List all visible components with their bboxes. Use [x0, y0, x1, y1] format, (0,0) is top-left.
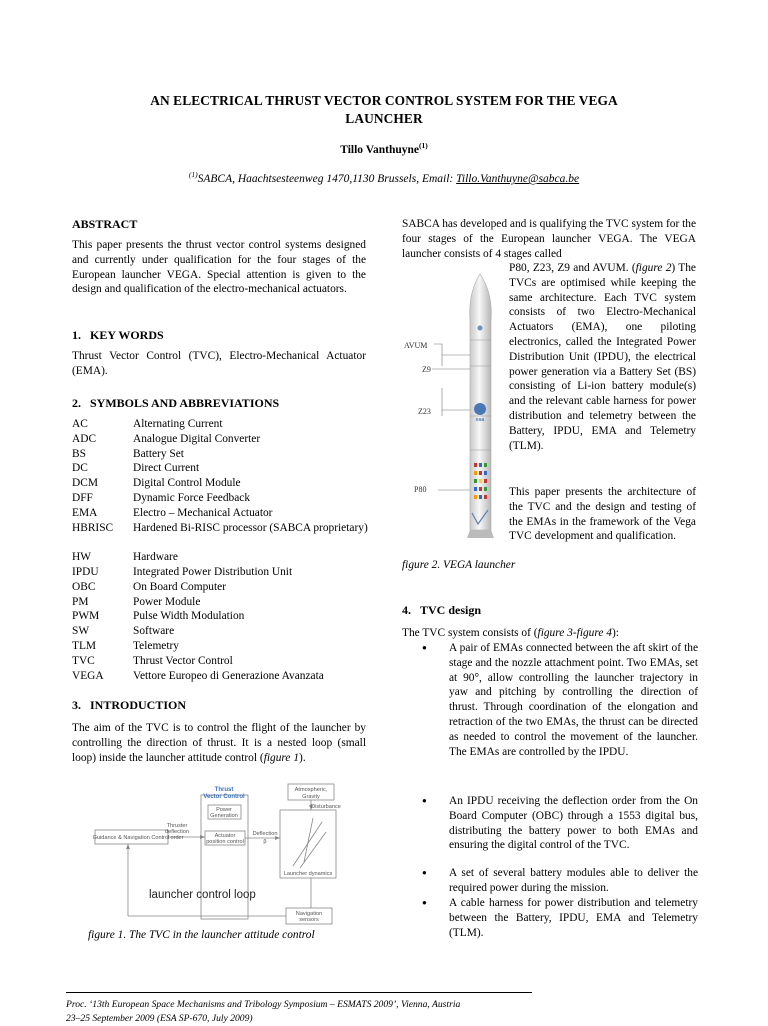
introduction-text: [72, 721, 366, 765]
abbreviation-definition: Battery Set: [133, 447, 184, 460]
affiliation: [0, 170, 768, 185]
tvc-design-intro: [402, 626, 696, 641]
author-name: Tillo Vanthuyne: [340, 143, 419, 156]
abbreviation-term: PWM: [72, 610, 100, 623]
abbreviation-definition: Hardware: [133, 551, 178, 564]
introduction-heading: 3. INTRODUCTION: [72, 698, 187, 712]
stage-label-z9: Z9: [422, 365, 431, 374]
deflection-label: Deflection: [252, 831, 278, 837]
footer-line-1: Proc. ‘13th European Space Mechanisms and Tribology Symposium – ESMATS 2009’, Vienna, Austria: [66, 999, 461, 1010]
upper-emblem-icon: [478, 326, 483, 331]
abbreviation-term: SW: [72, 625, 90, 638]
control-loop-label: launcher control loop: [149, 889, 256, 901]
actuator-label-1: Actuator: [214, 833, 236, 839]
abbreviation-definition: Electro – Mechanical Actuator: [133, 506, 273, 519]
guidance-label: Guidance & Navigation Control: [92, 835, 170, 841]
navigation-label-2: sensors: [299, 917, 319, 923]
bullet-text: A set of several battery modules able to deliver the required power during the mission.: [449, 867, 698, 894]
abbreviation-term: ADC: [72, 432, 97, 445]
abbreviation-term: BS: [72, 447, 86, 460]
intro-right-paragraph-2: This paper presents the architecture of the TVC and the design and testing of the EMAs in the framework of the Vega TVC development and qualification.: [509, 486, 696, 543]
abbreviation-term: HBRISC: [72, 521, 114, 534]
bullet-text: A pair of EMAs connected between the aft skirt of the stage and the nozzle attachment point. Two EMAs, set at 90°, allow controlling the launcher trajectory in yaw and pitching by controlling the direction of thrust. Through coordination of the elongation and retraction of the two EMAs, the thrust can be directed as needed to control the movement of the launcher. The EMAs are controlled by the IPDU.: [449, 642, 698, 758]
stage-label-avum: AVUM: [404, 341, 428, 350]
power-generation-label-2: Generation: [210, 813, 238, 819]
beta-label: β: [263, 839, 267, 845]
stage-brackets: [432, 344, 470, 490]
paper-title-line-1: AN ELECTRICAL THRUST VECTOR CONTROL SYSTEM FOR THE VEGA: [150, 93, 618, 108]
tvc-design-intro-after: ):: [611, 627, 619, 639]
abbreviation-term: TVC: [72, 654, 95, 667]
abbreviation-term: DFF: [72, 492, 93, 504]
stage-label-z23: Z23: [418, 407, 431, 416]
abbreviation-definition: Dynamic Force Feedback: [133, 492, 251, 504]
atmospheric-label-2: Gravity: [302, 794, 320, 800]
abbreviation-definition: Digital Control Module: [133, 477, 241, 490]
power-generation-label-1: Power: [216, 807, 232, 813]
introduction-text-after: ).: [299, 751, 306, 764]
figure-2-caption: figure 2. VEGA launcher: [402, 559, 516, 571]
abbreviation-definition: Power Module: [133, 595, 201, 608]
bullet-text: A cable harness for power distribution and telemetry between the Battery, IPDU, EMA and Telemetry (TLM).: [449, 897, 698, 939]
keywords-text: Thrust Vector Control (TVC), Electro-Mechanical Actuator (EMA).: [72, 350, 366, 377]
abbreviation-term: EMA: [72, 506, 98, 519]
intro-right-text-a: P80, Z23, Z9 and AVUM. (: [509, 262, 636, 274]
intro-right-paragraph: SABCA has developed and is qualifying the TVC system for the four stages of the European launcher VEGA. The VEGA launcher consists of 4 stages called: [402, 218, 697, 260]
tvc-design-heading: 4. TVC design: [402, 603, 482, 617]
author: [0, 141, 768, 156]
paper-title: [60, 92, 708, 128]
abbreviation-definition: Pulse Width Modulation: [133, 610, 245, 623]
thruster-label-1: Thruster: [166, 823, 188, 829]
thruster-label-2: deflection: [165, 829, 189, 835]
rocket-nozzle: [467, 530, 494, 538]
abbreviation-definition: Vettore Europeo di Generazione Avanzata: [133, 669, 324, 682]
abbreviation-term: HW: [72, 551, 91, 564]
paper-title-line-2: LAUNCHER: [345, 111, 423, 126]
thruster-label-3: order: [170, 835, 184, 841]
abbreviation-term: DC: [72, 462, 88, 475]
bullet-dot-icon: ●: [422, 868, 427, 877]
figure-1-diagram: [90, 782, 350, 932]
figure-2-illustration: [400, 268, 510, 558]
launcher-dynamics-label: Launcher dynamics: [283, 871, 333, 877]
abbreviation-definition: Software: [133, 625, 175, 638]
introduction-text-before: The aim of the TVC is to control the flight of the launcher by controlling the direction of thrust. It is a nested loop (small loop) inside the launcher attitude control (: [72, 722, 366, 764]
abbreviation-term: VEGA: [72, 669, 104, 682]
abbreviation-term: PM: [72, 595, 89, 608]
figure-1-caption: figure 1. The TVC in the launcher attitude control: [88, 929, 315, 941]
author-superscript: (1): [418, 141, 428, 150]
affiliation-superscript: (1): [188, 170, 198, 179]
disturbance-label: Disturbance: [311, 804, 341, 810]
abbreviation-term: DCM: [72, 477, 98, 490]
navigation-label-1: Navigation: [295, 911, 323, 917]
atmospheric-label-1: Atmospheric,: [294, 787, 328, 793]
footer-divider: [66, 992, 532, 993]
email-link[interactable]: Tillo.Vanthuyne@sabca.be: [456, 172, 580, 185]
tvc-design-intro-before: The TVC system consists of (: [402, 627, 538, 639]
abbreviation-term: TLM: [72, 640, 97, 652]
affiliation-text: SABCA, Haachtsesteenweg 1470,1130 Brussels, Email:: [197, 172, 457, 185]
bullet-text: An IPDU receiving the deflection order from the On Board Computer (OBC) through a 1553 digital bus, distributing the battery power to both EMAs and ensuring the digital control of the TVC.: [449, 795, 698, 852]
abbreviation-definition: Thrust Vector Control: [133, 654, 233, 667]
bullet-dot-icon: ●: [422, 898, 427, 907]
tvc-title-2: Vector Control: [203, 794, 245, 800]
abbreviation-definition: Direct Current: [133, 462, 200, 475]
abbreviation-definition: Telemetry: [133, 640, 180, 652]
intro-right-indented-paragraph: [509, 261, 696, 453]
figure-2-reference: figure 2: [635, 262, 672, 274]
symbols-heading: 2. SYMBOLS AND ABBREVIATIONS: [72, 396, 280, 410]
esa-logo-text: esa: [475, 417, 485, 423]
footer: [66, 998, 706, 1026]
abbreviation-definition: Hardened Bi-RISC processor (SABCA proprietary): [133, 521, 368, 534]
esa-logo-icon: [474, 403, 486, 415]
bullet-dot-icon: ●: [422, 643, 427, 652]
figure-3-4-reference: figure 3-figure 4: [537, 627, 612, 639]
abbreviation-definition: Alternating Current: [133, 418, 223, 430]
abstract-text: This paper presents the thrust vector control systems designed and currently under qualification for the four stages of the European launcher VEGA. Special attention is given to the design and qualification of the electro-mechanical actuators.: [72, 239, 366, 296]
actuator-label-2: position control: [206, 839, 244, 845]
tvc-title-1: Thrust: [214, 787, 234, 793]
stage-label-p80: P80: [414, 485, 427, 494]
abbreviation-definition: On Board Computer: [133, 580, 227, 593]
figure-1-reference: figure 1: [263, 751, 300, 764]
abbreviation-term: OBC: [72, 580, 96, 593]
abbreviation-term: IPDU: [72, 566, 99, 578]
keywords-heading: 1. KEY WORDS: [72, 328, 164, 342]
bullet-dot-icon: ●: [422, 796, 427, 805]
intro-right-text-b: ) The TVCs are optimised while keeping the same architecture. Each TVC system consists of two Electro-Mechanical Actuators (EMA), one piloting electronics, called the Integrated Power Distribution Unit (IPDU), the electrical power generation via a Battery Set (BS) consisting of Li-ion battery module(s) and the relevant cable harness for power distribution and telemetry between the Battery, IPDU, EMA and Telemetry (TLM).: [509, 262, 696, 452]
rocket-body: [470, 274, 492, 530]
footer-line-2: 23–25 September 2009 (ESA SP-670, July 2009): [66, 1013, 253, 1024]
abbreviation-definition: Integrated Power Distribution Unit: [133, 566, 293, 578]
abbreviation-definition: Analogue Digital Converter: [133, 432, 261, 445]
abstract-heading: ABSTRACT: [72, 217, 138, 231]
abbreviation-term: AC: [72, 418, 88, 430]
